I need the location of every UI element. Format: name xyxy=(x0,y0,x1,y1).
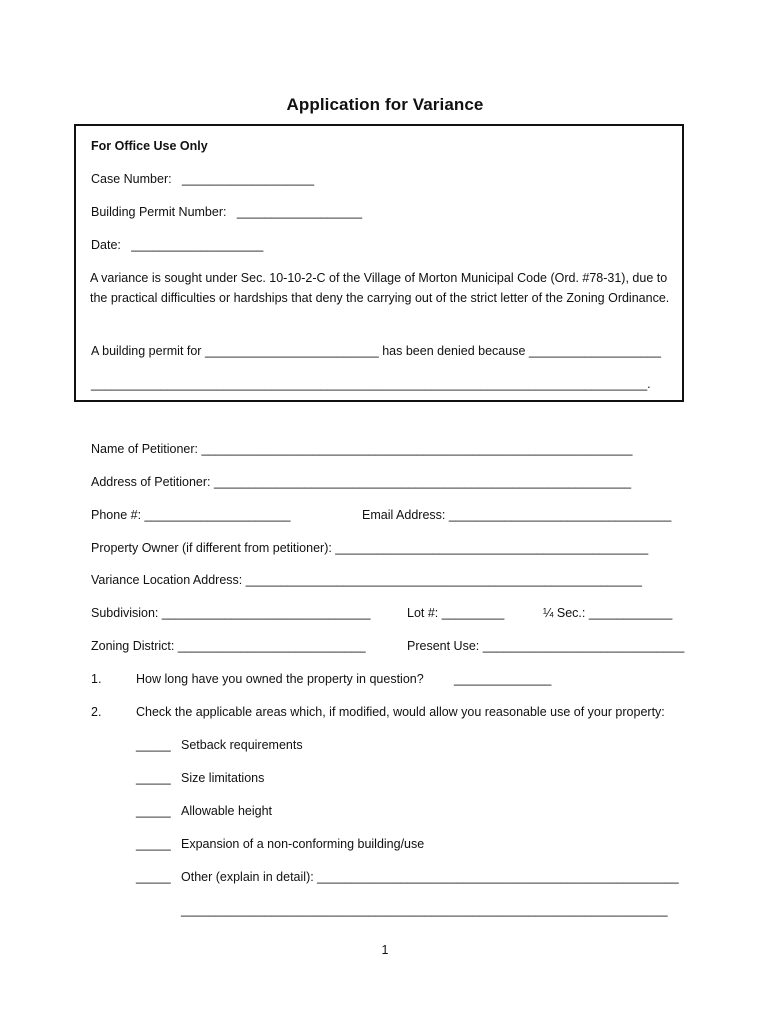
other-checkbox-blank[interactable]: _____ xyxy=(136,870,171,884)
page-number: 1 xyxy=(381,943,389,957)
present-use-field[interactable]: Present Use: _____________________________ xyxy=(407,639,685,653)
allowable-height-label: Allowable height xyxy=(181,804,273,818)
variance-location-address-field[interactable]: Variance Location Address: _________________________________________________________ xyxy=(91,573,642,587)
property-owner-field[interactable]: Property Owner (if different from petitioner): _____________________________________________ xyxy=(91,541,649,555)
question-2-number: 2. xyxy=(91,705,102,719)
denial-reason-continuation-field[interactable]: ________________________________________________________________________________. xyxy=(91,377,651,391)
ownership-duration-field[interactable]: ______________ xyxy=(454,672,552,686)
address-of-petitioner-field[interactable]: Address of Petitioner: ____________________________________________________________ xyxy=(91,475,632,489)
question-1-text: How long have you owned the property in question? xyxy=(136,672,424,686)
building-permit-number-field[interactable]: Building Permit Number: __________________ xyxy=(91,205,363,219)
zoning-district-field[interactable]: Zoning District: ___________________________ xyxy=(91,639,366,653)
setback-checkbox-blank[interactable]: _____ xyxy=(136,738,171,752)
question-1-number: 1. xyxy=(91,672,102,686)
phone-field[interactable]: Phone #: _____________________ xyxy=(91,508,291,522)
quarter-section-field[interactable]: ¼ Sec.: ____________ xyxy=(543,606,673,620)
size-limitations-checkbox-blank[interactable]: _____ xyxy=(136,771,171,785)
size-limitations-label: Size limitations xyxy=(181,771,265,785)
name-of-petitioner-field[interactable]: Name of Petitioner: ______________________________________________________________ xyxy=(91,442,633,456)
office-use-heading: For Office Use Only xyxy=(91,139,208,153)
case-number-field[interactable]: Case Number: ___________________ xyxy=(91,172,315,186)
page-title: Application for Variance xyxy=(286,95,484,114)
lot-number-field[interactable]: Lot #: _________ xyxy=(407,606,505,620)
other-explain-continuation-field[interactable]: ______________________________________________________________________ xyxy=(181,903,668,917)
date-field[interactable]: Date: ___________________ xyxy=(91,238,264,252)
variance-statement: A variance is sought under Sec. 10-10-2-C of the Village of Morton Municipal Code (Ord. #78-31), due to the practical difficulties or hardships that deny the carrying out of the strict letter of the Zoning Ordinance. xyxy=(90,271,670,305)
question-2-text: Check the applicable areas which, if modified, would allow you reasonable use of your property: xyxy=(136,705,665,719)
expansion-label: Expansion of a non-conforming building/use xyxy=(181,837,425,851)
permit-denied-field[interactable]: A building permit for _________________________ has been denied because ___________________ xyxy=(91,344,661,358)
setback-label: Setback requirements xyxy=(181,738,303,752)
subdivision-field[interactable]: Subdivision: ______________________________ xyxy=(91,606,371,620)
allowable-height-checkbox-blank[interactable]: _____ xyxy=(136,804,171,818)
email-address-field[interactable]: Email Address: ________________________________ xyxy=(362,508,672,522)
other-explain-field[interactable]: Other (explain in detail): ____________________________________________________ xyxy=(181,870,679,884)
expansion-checkbox-blank[interactable]: _____ xyxy=(136,837,171,851)
office-use-box xyxy=(74,124,684,402)
